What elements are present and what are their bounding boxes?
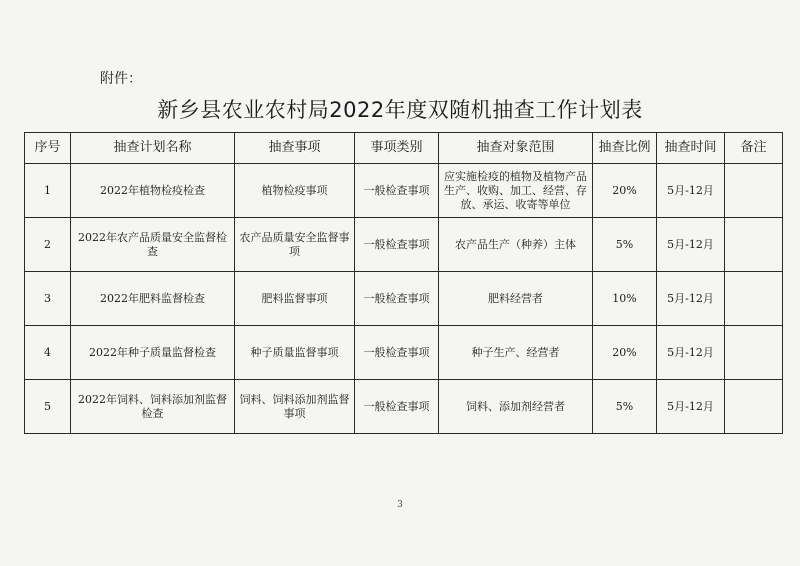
- cell-item-category: 一般检查事项: [355, 272, 439, 326]
- header-inspection-item: 抽查事项: [235, 133, 355, 164]
- cell-target-scope: 饲料、添加剂经营者: [439, 380, 593, 434]
- cell-inspection-item: 农产品质量安全监督事项: [235, 218, 355, 272]
- cell-index: 3: [25, 272, 71, 326]
- cell-item-category: 一般检查事项: [355, 380, 439, 434]
- cell-time: 5月-12月: [657, 164, 725, 218]
- header-target-scope: 抽查对象范围: [439, 133, 593, 164]
- cell-target-scope: 种子生产、经营者: [439, 326, 593, 380]
- cell-inspection-item: 饲料、饲料添加剂监督事项: [235, 380, 355, 434]
- cell-index: 5: [25, 380, 71, 434]
- cell-remarks: [725, 272, 783, 326]
- cell-time: 5月-12月: [657, 272, 725, 326]
- cell-target-scope: 应实施检疫的植物及植物产品生产、收购、加工、经营、存放、承运、收寄等单位: [439, 164, 593, 218]
- header-remarks: 备注: [725, 133, 783, 164]
- cell-inspection-item: 肥料监督事项: [235, 272, 355, 326]
- cell-time: 5月-12月: [657, 326, 725, 380]
- cell-item-category: 一般检查事项: [355, 326, 439, 380]
- cell-time: 5月-12月: [657, 380, 725, 434]
- cell-remarks: [725, 326, 783, 380]
- header-index: 序号: [25, 133, 71, 164]
- attachment-label: 附件：: [100, 71, 142, 87]
- table-row: [25, 218, 783, 272]
- cell-remarks: [725, 218, 783, 272]
- table-header-row: [25, 133, 783, 164]
- cell-plan-name: 2022年农产品质量安全监督检查: [71, 218, 235, 272]
- cell-index: 4: [25, 326, 71, 380]
- header-item-category: 事项类别: [355, 133, 439, 164]
- table-row: [25, 380, 783, 434]
- cell-item-category: 一般检查事项: [355, 164, 439, 218]
- cell-ratio: 5%: [593, 380, 657, 434]
- page-number: 3: [397, 500, 403, 510]
- header-time: 抽查时间: [657, 133, 725, 164]
- cell-item-category: 一般检查事项: [355, 218, 439, 272]
- table-row: [25, 272, 783, 326]
- cell-inspection-item: 植物检疫事项: [235, 164, 355, 218]
- cell-plan-name: 2022年肥料监督检查: [71, 272, 235, 326]
- cell-ratio: 20%: [593, 326, 657, 380]
- cell-inspection-item: 种子质量监督事项: [235, 326, 355, 380]
- cell-ratio: 20%: [593, 164, 657, 218]
- cell-index: 1: [25, 164, 71, 218]
- inspection-plan-table: [24, 132, 783, 434]
- table-row: [25, 164, 783, 218]
- cell-index: 2: [25, 218, 71, 272]
- table-row: [25, 326, 783, 380]
- header-ratio: 抽查比例: [593, 133, 657, 164]
- cell-remarks: [725, 164, 783, 218]
- document-title: 新乡县农业农村局2022年度双随机抽查工作计划表: [157, 98, 643, 122]
- cell-plan-name: 2022年饲料、饲料添加剂监督检查: [71, 380, 235, 434]
- cell-target-scope: 农产品生产（种养）主体: [439, 218, 593, 272]
- cell-ratio: 10%: [593, 272, 657, 326]
- cell-plan-name: 2022年种子质量监督检查: [71, 326, 235, 380]
- cell-time: 5月-12月: [657, 218, 725, 272]
- cell-target-scope: 肥料经营者: [439, 272, 593, 326]
- cell-ratio: 5%: [593, 218, 657, 272]
- cell-remarks: [725, 380, 783, 434]
- header-plan-name: 抽查计划名称: [71, 133, 235, 164]
- cell-plan-name: 2022年植物检疫检查: [71, 164, 235, 218]
